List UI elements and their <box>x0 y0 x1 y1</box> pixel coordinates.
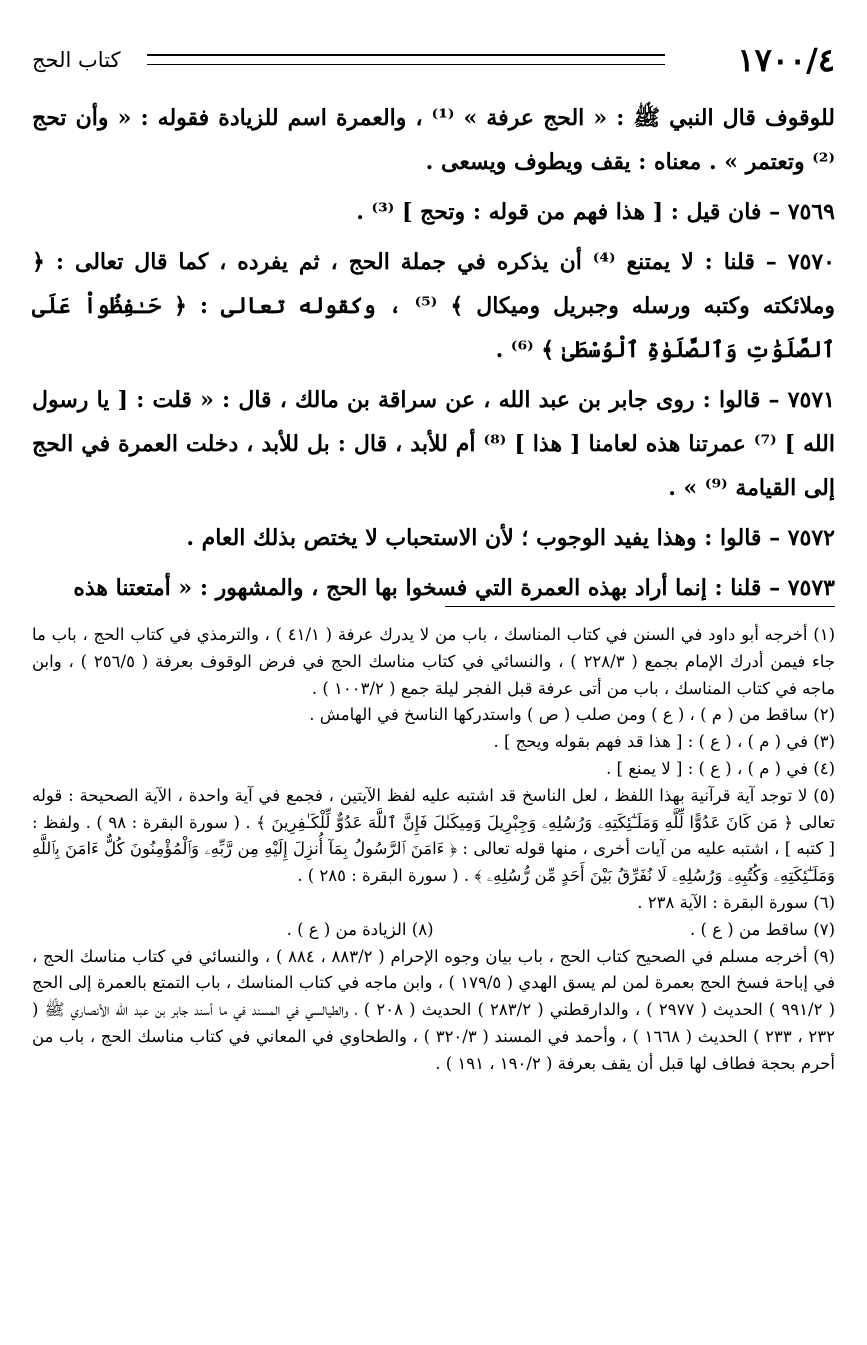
footnote-3: (٣) في ( م ) ، ( ع ) : [ هذا قد فهم بقوله ويحج ] . <box>493 732 835 752</box>
footnote-row-7-8 <box>32 917 835 944</box>
footnote-7: (٧) ساقط من ( ع ) . <box>690 919 835 939</box>
paragraph-7571: ٧٥٧١ – قالوا : روى جابر بن عبد الله ، عن سراقة بن مالك ، قال : « قلت : [ يا رسول الله ] ⁽⁷⁾ عمرتنا هذه لعامنا [ هذا ] ⁽⁸⁾ أم للأبد ، قال : بل للأبد ، دخلت العمرة في الحج إلى القيامة ⁽⁹⁾ » . <box>32 387 835 501</box>
footnote-1: (١) أخرجه أبو داود في السنن في كتاب المناسك ، باب من لا يدرك عرفة ( ٤١/١ ) ، والترمذي في كتاب الحج ، باب ما جاء فيمن أدرك الإمام بجمع ( ٢٢٨/٣ ) ، والنسائي في كتاب مناسك الحج في فرض الوقوف بعرفة ( ٢٥٦/٥ ) ، وابن ماجه في كتاب المناسك ، باب من أتى عرفة قبل الفجر ليلة جمع ( ١٠٠٣/٢ ) . <box>32 625 836 698</box>
paragraph-7569: ٧٥٦٩ – فان قيل : [ هذا فهم من قوله : وتحج ] ⁽³⁾ . <box>356 199 835 225</box>
footnote-8: (٨) الزيادة من ( ع ) . <box>286 919 434 939</box>
paragraph-7573: ٧٥٧٣ – قلنا : إنما أراد بهذه العمرة التي فسخوا بها الحج ، والمشهور : « أمتعتنا هذه <box>73 575 835 601</box>
page-header <box>32 40 835 80</box>
book-title: كتاب الحج <box>32 48 121 72</box>
footnote-divider <box>445 606 835 607</box>
footnote-9: (٩) أخرجه مسلم في الصحيح كتاب الحج ، باب بيان وجوه الإحرام ( ٨٨٣/٢ ، ٨٨٤ ) ، والنسائي في كتاب مناسك الحج ، في إباحة فسخ الحج بعمرة لمن لم يسق الهدي ( ١٧٩/٥ ) ، وابن ماجه في كتاب المناسك ، باب التمتع بالعمرة إلى الحج ( ٩٩١/٢ ) الحديث ( ٢٩٧٧ ) ، والدارقطني ( ٢٨٣/٢ ) الحديث ( ٢٠٨ ) ، والطيالسي في المسند في ما أسند جابر بن عبد الله الأنصاري ﷺ ( ٢٣٢ ، ٢٣٣ ) الحديث ( ١٦٦٨ ) ، وأحمد في المسند ( ٣٢٠/٣ ) ، والطحاوي في المعاني في كتاب مناسك الحج ، باب من أحرم بحجة فطاف لها قبل أن يقف بعرفة ( ١٩٠/٢ ، ١٩١ ) . <box>32 946 836 1073</box>
footnote-row-6 <box>32 890 835 917</box>
footnote-4: (٤) في ( م ) ، ( ع ) : [ لا يمنع ] . <box>606 758 835 778</box>
footnote-5: (٥) لا توجد آية قرآنية بهذا اللفظ ، لعل الناسخ قد اشتبه عليه لفظ الآيتين ، فجمع في آية واحدة ، الآية الصحيحة : قوله تعالى ﴿ مَن كَانَ عَدُوًّا لِّلَّهِ وَمَلَـٰٓئِكَتِهِۦ وَرُسُلِهِۦ وَجِبْرِيلَ وَمِيكَىٰلَ فَإِنَّ ٱللَّهَ عَدُوٌّ لِّلْكَـٰفِرِينَ ﴾ . ( سورة البقرة : ٩٨ ) . ولفظ : [ كتبه ] ، اشتبه عليه من آيات أخرى ، منها قوله تعالى : ﴿ ءَامَنَ ٱلرَّسُولُ بِمَآ أُنزِلَ إِلَيْهِ مِن رَّبِّهِۦ وَٱلْمُؤْمِنُونَ كُلٌّ ءَامَنَ بِٱللَّهِ وَمَلَـٰٓئِكَتِهِۦ وَكُتُبِهِۦ وَرُسُلِهِۦ لَا نُفَرِّقُ بَيْنَ أَحَدٍ مِّن رُّسُلِهِۦ ﴾ . ( سورة البقرة : ٢٨٥ ) . <box>32 785 835 886</box>
main-text <box>32 96 835 610</box>
paragraph: للوقوف قال النبي ﷺ : « الحج عرفة » ⁽¹⁾ ، والعمرة اسم للزيادة فقوله : « وأن تحج ⁽²⁾ وتعتمر » . معناه : يقف ويطوف ويسعى . <box>32 105 835 175</box>
footnote-6: (٦) سورة البقرة : الآية ٢٣٨ . <box>637 892 835 912</box>
footnote-2: (٢) ساقط من ( م ) ، ( ع ) ومن صلب ( ص ) واستدركها الناسخ في الهامش . <box>309 705 835 725</box>
header-rule <box>147 54 665 65</box>
page-number: ١٧٠٠/٤ <box>737 41 835 79</box>
footnotes <box>32 622 835 1078</box>
paragraph-7572: ٧٥٧٢ – قالوا : وهذا يفيد الوجوب ؛ لأن الاستحباب لا يختص بذلك العام . <box>186 525 835 551</box>
paragraph-7570: ٧٥٧٠ – قلنا : لا يمتنع ⁽⁴⁾ أن يذكره في جملة الحج ، ثم يفرده ، كما قال تعالى : ﴿ وملائكته وكتبه ورسله وجبريل وميكال ﴾ ⁽⁵⁾ ، وكقوله تعالى : ﴿ حَـٰفِظُواْ عَلَى ٱلصَّلَوَٰتِ وَٱلصَّلَوٰةِ ٱلْوُسْطَىٰ ﴾ ⁽⁶⁾ . <box>32 249 835 363</box>
